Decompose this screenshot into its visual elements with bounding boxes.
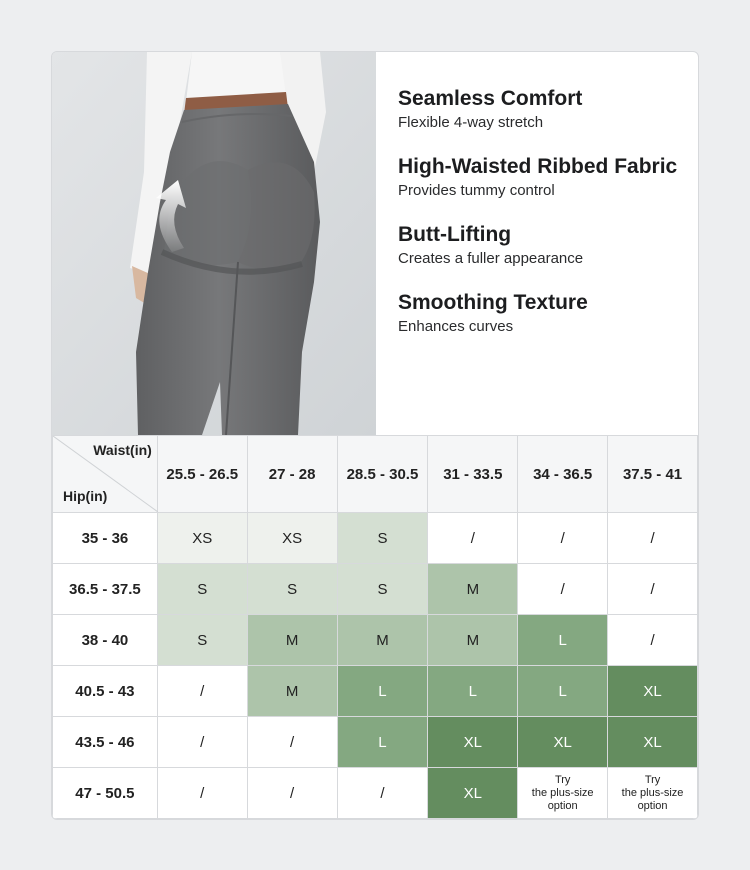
hip-row-header: 40.5 - 43 xyxy=(53,666,158,717)
size-cell: S xyxy=(157,615,247,666)
waist-column-header: 34 - 36.5 xyxy=(518,436,608,513)
size-cell: S xyxy=(247,564,337,615)
size-cell: L xyxy=(518,666,608,717)
hip-row-header: 35 - 36 xyxy=(53,513,158,564)
size-cell: XL xyxy=(608,717,698,768)
size-cell: XS xyxy=(247,513,337,564)
feature-title: High-Waisted Ribbed Fabric xyxy=(398,155,678,178)
feature-title: Butt-Lifting xyxy=(398,223,512,246)
waist-column-header: 37.5 - 41 xyxy=(608,436,698,513)
size-cell: XL xyxy=(608,666,698,717)
feature-item xyxy=(398,290,698,336)
size-cell: / xyxy=(518,513,608,564)
size-cell: / xyxy=(157,666,247,717)
waist-axis-label: Waist(in) xyxy=(93,442,152,458)
size-cell: / xyxy=(247,717,337,768)
table-row xyxy=(53,615,698,666)
size-cell: / xyxy=(157,768,247,819)
hip-row-header: 43.5 - 46 xyxy=(53,717,158,768)
waist-column-header: 25.5 - 26.5 xyxy=(157,436,247,513)
feature-description: Provides tummy control xyxy=(398,182,555,199)
product-photo xyxy=(52,52,376,435)
table-row xyxy=(53,666,698,717)
size-cell: / xyxy=(608,615,698,666)
leggings-illustration xyxy=(52,52,376,435)
size-cell: Try the plus-size option xyxy=(518,768,608,819)
hip-axis-label: Hip(in) xyxy=(63,488,108,504)
hip-row-header: 36.5 - 37.5 xyxy=(53,564,158,615)
size-cell: M xyxy=(428,564,518,615)
hip-row-header: 47 - 50.5 xyxy=(53,768,158,819)
table-row xyxy=(53,513,698,564)
size-cell: XL xyxy=(518,717,608,768)
table-row xyxy=(53,717,698,768)
waist-column-header: 31 - 33.5 xyxy=(428,436,518,513)
feature-description: Enhances curves xyxy=(398,318,514,335)
size-cell: / xyxy=(518,564,608,615)
size-cell: / xyxy=(157,717,247,768)
size-cell: / xyxy=(337,768,428,819)
waist-column-header: 28.5 - 30.5 xyxy=(337,436,428,513)
size-cell: L xyxy=(428,666,518,717)
feature-list xyxy=(398,86,698,358)
size-cell: Try the plus-size option xyxy=(608,768,698,819)
size-chart-table xyxy=(52,435,698,819)
size-cell: / xyxy=(608,513,698,564)
size-cell: M xyxy=(247,666,337,717)
size-cell: M xyxy=(247,615,337,666)
table-row xyxy=(53,564,698,615)
feature-title: Smoothing Texture xyxy=(398,291,588,314)
feature-title: Seamless Comfort xyxy=(398,87,583,110)
hip-row-header: 38 - 40 xyxy=(53,615,158,666)
corner-cell xyxy=(53,436,158,513)
size-cell: / xyxy=(247,768,337,819)
waist-column-header: 27 - 28 xyxy=(247,436,337,513)
header-row xyxy=(53,436,698,513)
feature-item xyxy=(398,86,698,132)
feature-description: Creates a fuller appearance xyxy=(398,250,584,267)
size-cell: XL xyxy=(428,717,518,768)
feature-item xyxy=(398,154,698,200)
size-cell: S xyxy=(337,564,428,615)
size-cell: / xyxy=(608,564,698,615)
size-cell: XL xyxy=(428,768,518,819)
size-cell: S xyxy=(337,513,428,564)
table-row xyxy=(53,768,698,819)
size-cell: M xyxy=(337,615,428,666)
size-cell: XS xyxy=(157,513,247,564)
feature-item xyxy=(398,222,698,268)
size-guide-card xyxy=(51,51,699,820)
size-cell: / xyxy=(428,513,518,564)
size-cell: L xyxy=(518,615,608,666)
feature-description: Flexible 4-way stretch xyxy=(398,114,544,131)
size-cell: L xyxy=(337,717,428,768)
size-cell: S xyxy=(157,564,247,615)
size-cell: L xyxy=(337,666,428,717)
size-cell: M xyxy=(428,615,518,666)
